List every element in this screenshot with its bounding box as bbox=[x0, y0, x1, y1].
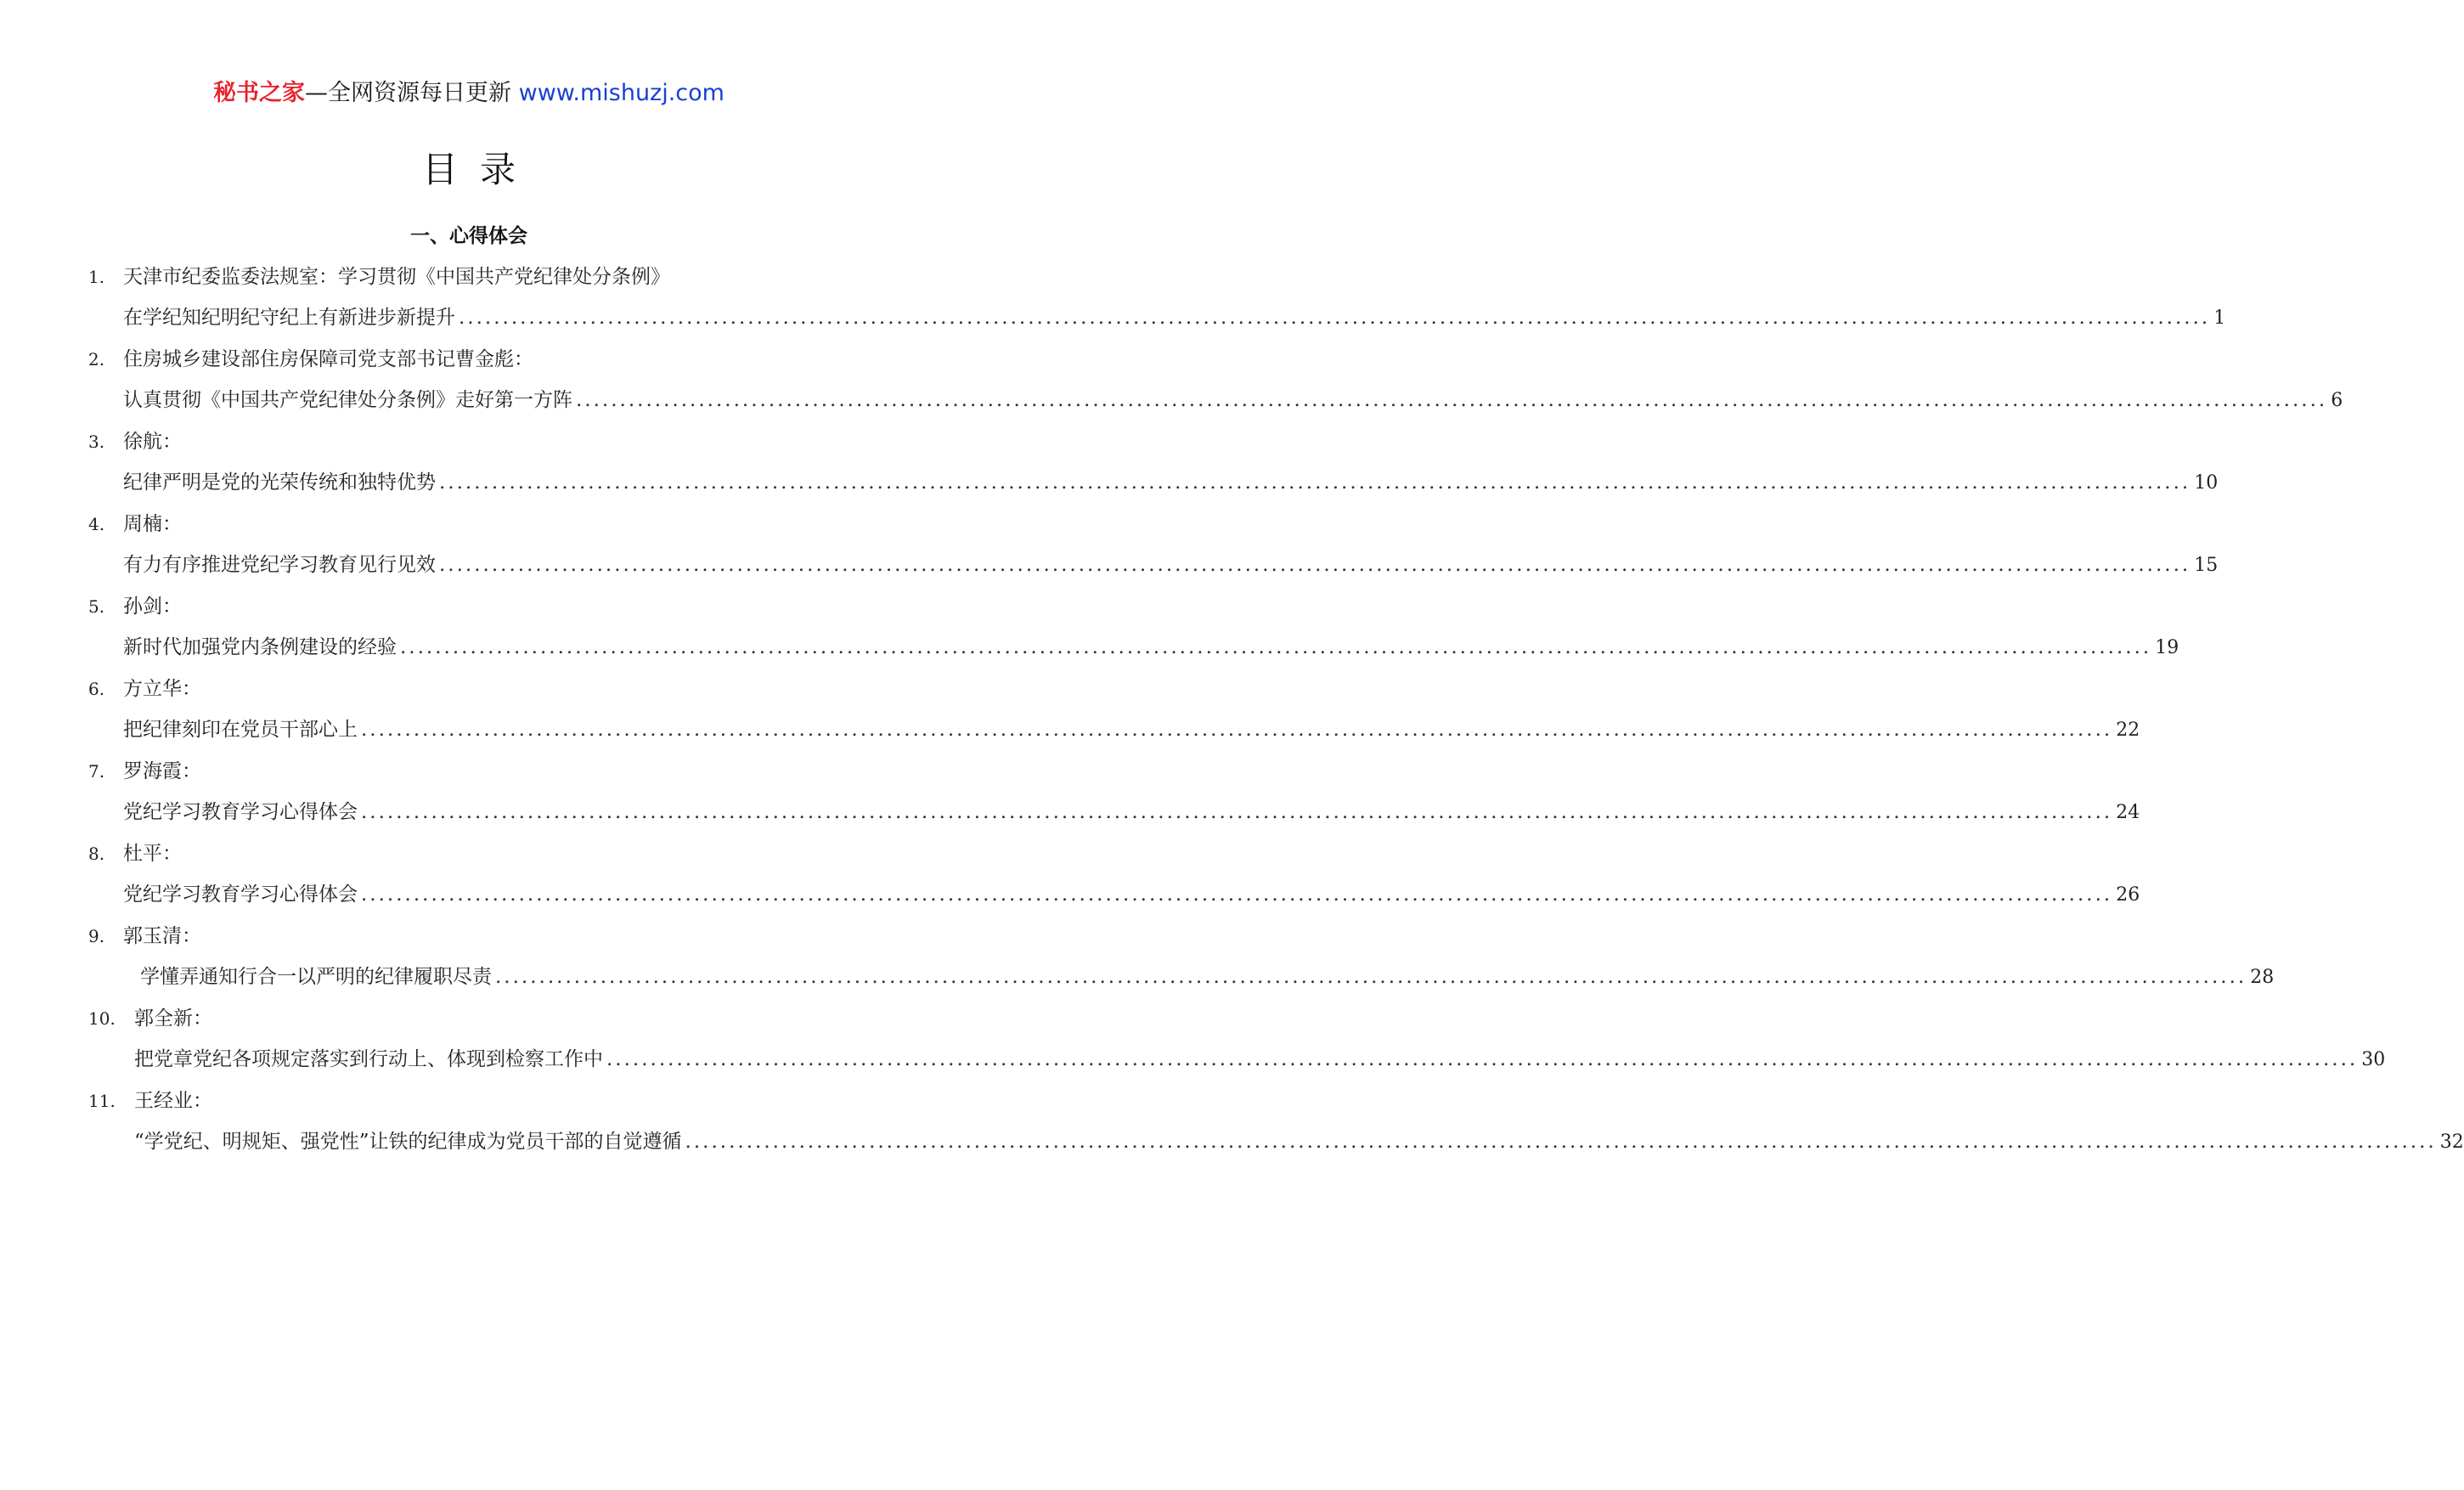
dot-leader: ........................................................................................................................................................................................................ bbox=[400, 636, 2152, 658]
toc-entry[interactable] bbox=[0, 507, 2219, 590]
entry-title-line bbox=[140, 960, 2275, 994]
entry-author: 徐航： bbox=[123, 431, 182, 453]
toc-entry[interactable] bbox=[0, 672, 2140, 754]
entry-title-line bbox=[134, 1125, 2464, 1159]
entry-number: 3. bbox=[88, 432, 105, 452]
entry-page-number: 24 bbox=[2116, 802, 2140, 823]
section-heading: 一、心得体会 bbox=[410, 225, 527, 247]
entry-title: 党纪学习教育学习心得体会 bbox=[123, 883, 358, 906]
dot-leader: ........................................................................................................................................................................................................ bbox=[361, 719, 2113, 741]
entry-title-line bbox=[123, 301, 2226, 335]
toc-entry[interactable] bbox=[0, 837, 2140, 919]
toc-entry[interactable] bbox=[0, 342, 2343, 425]
entry-author: 住房城乡建设部住房保障司党支部书记曹金彪： bbox=[123, 348, 533, 370]
entry-page-number: 22 bbox=[2116, 720, 2140, 741]
entry-author: 郭全新： bbox=[134, 1007, 212, 1030]
dot-leader: ........................................................................................................................................................................................................ bbox=[361, 801, 2113, 823]
entry-page-number: 19 bbox=[2155, 637, 2179, 658]
entry-title-line bbox=[123, 713, 2140, 747]
toc-entry[interactable] bbox=[0, 919, 2275, 1002]
entry-number: 9. bbox=[88, 926, 105, 946]
entry-title: 把纪律刻印在党员干部心上 bbox=[123, 719, 358, 741]
toc-entry[interactable] bbox=[0, 425, 2219, 507]
dot-leader: ........................................................................................................................................................................................................ bbox=[606, 1048, 2359, 1070]
toc-entry[interactable] bbox=[0, 590, 2179, 672]
entry-title: 党纪学习教育学习心得体会 bbox=[123, 801, 358, 823]
entry-author: 方立华： bbox=[123, 678, 201, 700]
dot-leader: ........................................................................................................................................................................................................ bbox=[685, 1131, 2437, 1153]
entry-number: 7. bbox=[88, 761, 105, 782]
entry-title: 新时代加强党内条例建设的经验 bbox=[123, 636, 397, 658]
entry-number: 4. bbox=[88, 514, 105, 534]
entry-author: 王经业： bbox=[134, 1090, 212, 1112]
dot-leader: ........................................................................................................................................................................................................ bbox=[361, 883, 2113, 906]
dot-leader: ........................................................................................................................................................................................................ bbox=[576, 389, 2328, 411]
entry-title: “学党纪、明规矩、强党性”让铁的纪律成为党员干部的自觉遵循 bbox=[134, 1131, 682, 1153]
entry-author: 天津市纪委监委法规室：学习贯彻《中国共产党纪律处分条例》 bbox=[123, 266, 670, 288]
entry-page-number: 32 bbox=[2439, 1132, 2464, 1153]
dot-leader: ........................................................................................................................................................................................................ bbox=[439, 471, 2191, 494]
page-title: 目录 bbox=[421, 149, 538, 190]
toc-entry[interactable] bbox=[0, 754, 2140, 837]
entry-title: 认真贯彻《中国共产党纪律处分条例》走好第一方阵 bbox=[123, 389, 572, 411]
site-tagline: —全网资源每日更新 bbox=[305, 80, 512, 106]
entry-author: 罗海霞： bbox=[123, 760, 201, 782]
entry-title-line bbox=[123, 383, 2343, 417]
site-banner bbox=[0, 78, 938, 109]
dot-leader: ........................................................................................................................................................................................................ bbox=[439, 554, 2191, 576]
dot-leader: ........................................................................................................................................................................................................ bbox=[459, 307, 2211, 329]
dot-leader: ........................................................................................................................................................................................................ bbox=[495, 966, 2247, 988]
entry-page-number: 1 bbox=[2213, 308, 2226, 329]
entry-page-number: 26 bbox=[2116, 884, 2140, 906]
entry-author: 周楠： bbox=[123, 513, 182, 535]
entry-author: 郭玉清： bbox=[123, 925, 201, 947]
entry-number: 2. bbox=[88, 349, 105, 370]
entry-title: 有力有序推进党纪学习教育见行见效 bbox=[123, 554, 436, 576]
entry-author: 杜平： bbox=[123, 843, 182, 865]
entry-author: 孙剑： bbox=[123, 595, 182, 618]
entry-title-line bbox=[123, 795, 2140, 829]
entry-number: 5. bbox=[88, 596, 105, 617]
entry-page-number: 28 bbox=[2250, 967, 2275, 988]
toc-entry[interactable] bbox=[0, 1084, 2464, 1166]
entry-title-line bbox=[123, 630, 2179, 664]
entry-title: 学懂弄通知行合一以严明的纪律履职尽责 bbox=[140, 966, 492, 988]
table-of-contents bbox=[0, 260, 2464, 1166]
entry-title-line bbox=[134, 1042, 2386, 1076]
toc-entry[interactable] bbox=[0, 260, 2226, 342]
entry-page-number: 6 bbox=[2331, 390, 2343, 411]
entry-title: 把党章党纪各项规定落实到行动上、体现到检察工作中 bbox=[134, 1048, 603, 1070]
entry-title-line bbox=[123, 878, 2140, 911]
entry-page-number: 30 bbox=[2361, 1049, 2386, 1070]
entry-title-line bbox=[123, 548, 2219, 582]
entry-number: 1. bbox=[88, 267, 105, 287]
entry-title-line bbox=[123, 466, 2219, 499]
site-brand: 秘书之家 bbox=[213, 80, 306, 106]
entry-number: 8. bbox=[88, 844, 105, 864]
entry-number: 11. bbox=[88, 1091, 116, 1111]
entry-number: 10. bbox=[88, 1008, 116, 1029]
entry-title: 纪律严明是党的光荣传统和独特优势 bbox=[123, 471, 436, 494]
toc-entry[interactable] bbox=[0, 1002, 2386, 1084]
entry-page-number: 10 bbox=[2194, 472, 2219, 494]
entry-number: 6. bbox=[88, 679, 105, 699]
entry-title: 在学纪知纪明纪守纪上有新进步新提升 bbox=[123, 307, 455, 329]
site-url-link[interactable]: www.mishuzj.com bbox=[518, 80, 725, 106]
entry-page-number: 15 bbox=[2194, 555, 2219, 576]
